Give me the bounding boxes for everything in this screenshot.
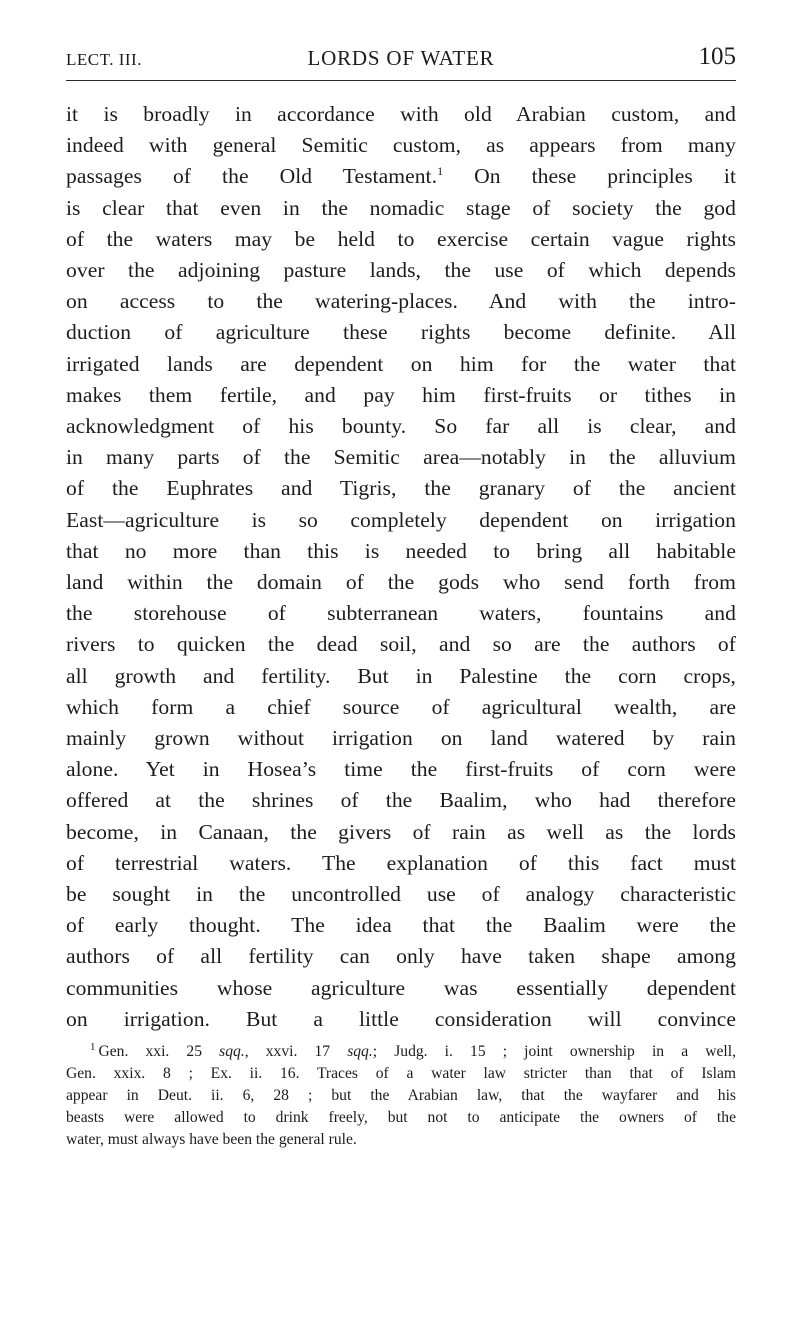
- body-text: [66, 99, 736, 1035]
- footnote-text: Gen. xxi. 25: [98, 1043, 220, 1061]
- footnote-line: beasts were allowed to drink freely, but not to anticipate the owners of the: [66, 1109, 736, 1127]
- footnote-italic: sqq.: [219, 1043, 245, 1061]
- text-line: makes them fertile, and pay him first-fruits or tithes in: [66, 382, 736, 407]
- text-line: on irrigation. But a little consideration will convince: [66, 1006, 736, 1031]
- footnote-reference[interactable]: 1: [437, 164, 444, 179]
- footnote-italic: sqq.: [347, 1043, 373, 1061]
- text-line: is clear that even in the nomadic stage of society the god: [66, 195, 736, 220]
- footnote-line: water, must always have been the general rule.: [66, 1131, 357, 1149]
- footnote-line: Gen. xxix. 8 ; Ex. ii. 16. Traces of a water law stricter than that of Islam: [66, 1065, 736, 1083]
- text-line: mainly grown without irrigation on land watered by rain: [66, 726, 736, 751]
- text-line-head: passages of the Old Testament.: [66, 164, 438, 189]
- text-line: of early thought. The idea that the Baalim were the: [66, 913, 736, 938]
- footnote-line: [66, 1041, 736, 1063]
- text-line: over the adjoining pasture lands, the use of which depends: [66, 258, 736, 283]
- text-line: communities whose agriculture was essentially dependent: [66, 975, 736, 1000]
- lecture-label: LECT. III.: [66, 50, 142, 69]
- text-line: authors of all fertility can only have taken shape among: [66, 944, 736, 969]
- page-number: 105: [698, 43, 736, 70]
- footnote-mark: 1: [90, 1041, 96, 1054]
- page-title: LORDS OF WATER: [307, 46, 495, 70]
- text-line: that no more than this is needed to bring all habitable: [66, 538, 736, 563]
- text-line: on access to the watering-places. And with the intro-: [66, 289, 736, 314]
- book-page: [66, 40, 736, 1151]
- text-line: irrigated lands are dependent on him for the water that: [66, 351, 736, 376]
- text-line: it is broadly in accordance with old Arabian custom, and: [66, 102, 736, 126]
- text-line: in many parts of the Semitic area—notably in the alluvium: [66, 445, 736, 470]
- text-line: which form a chief source of agricultural wealth, are: [66, 694, 736, 719]
- text-line: indeed with general Semitic custom, as appears from many: [66, 133, 736, 158]
- footnote: [66, 1041, 736, 1151]
- running-head: [66, 40, 736, 81]
- text-line: alone. Yet in Hosea’s time the first-fruits of corn were: [66, 757, 736, 782]
- text-line: land within the domain of the gods who send forth from: [66, 570, 736, 595]
- footnote-text: ; Judg. i. 15 ; joint ownership in a well,: [372, 1043, 736, 1061]
- text-line: offered at the shrines of the Baalim, who had therefore: [66, 788, 736, 813]
- text-line: become, in Canaan, the givers of rain as well as the lords: [66, 819, 736, 844]
- text-line: East—agriculture is so completely dependent on irrigation: [66, 507, 736, 532]
- text-line: of terrestrial waters. The explanation of this fact must: [66, 850, 736, 875]
- text-line: rivers to quicken the dead soil, and so are the authors of: [66, 632, 736, 657]
- text-line: duction of agriculture these rights become definite. All: [66, 320, 736, 345]
- text-line: of the Euphrates and Tigris, the granary of the ancient: [66, 476, 736, 501]
- text-line-tail: On these principles it: [443, 164, 736, 189]
- text-line: all growth and fertility. But in Palestine the corn crops,: [66, 663, 736, 688]
- text-line: the storehouse of subterranean waters, fountains and: [66, 601, 736, 626]
- text-line: be sought in the uncontrolled use of analogy characteristic: [66, 882, 736, 907]
- text-line-with-footnote-ref: [66, 161, 736, 192]
- text-line: of the waters may be held to exercise certain vague rights: [66, 226, 736, 251]
- footnote-text: , xxvi. 17: [244, 1043, 348, 1061]
- text-line: acknowledgment of his bounty. So far all is clear, and: [66, 414, 736, 439]
- footnote-line: appear in Deut. ii. 6, 28 ; but the Arabian law, that the wayfarer and his: [66, 1087, 736, 1105]
